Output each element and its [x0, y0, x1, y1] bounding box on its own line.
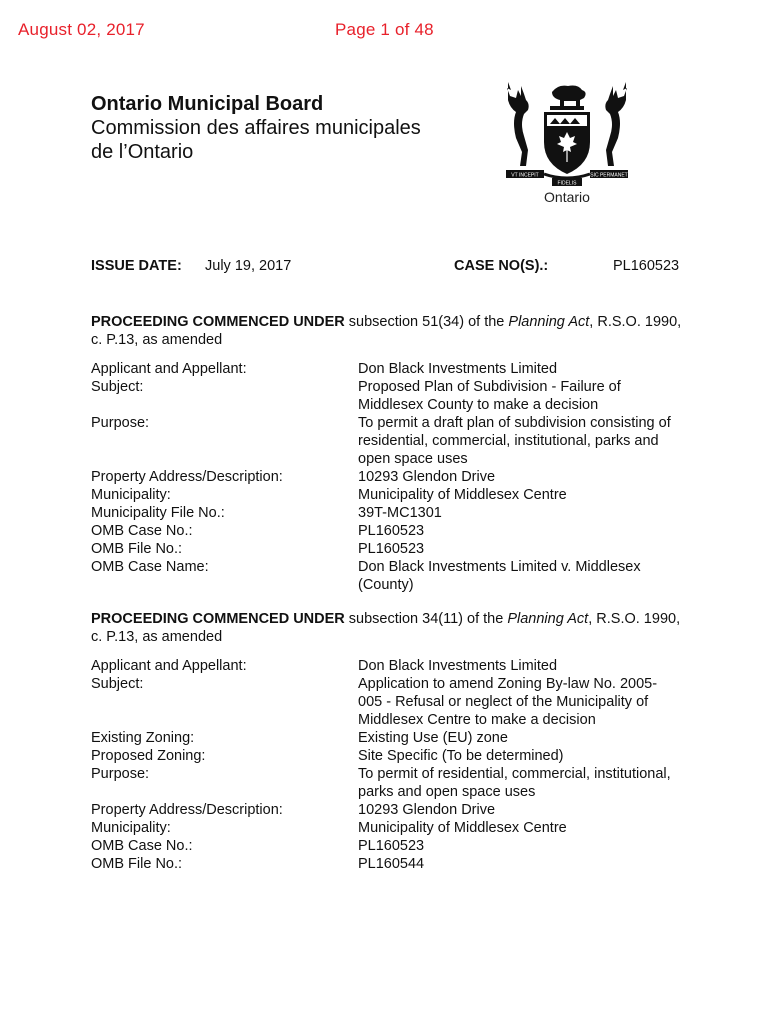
- proceeding-1-act: Planning Act: [508, 314, 590, 330]
- detail-value: Proposed Plan of Subdivision - Failure of Middlesex County to make a decision: [358, 379, 621, 413]
- detail-label: Subject:: [91, 379, 144, 395]
- issue-date-label: ISSUE DATE:: [91, 258, 182, 274]
- detail-value: 10293 Glendon Drive: [358, 469, 496, 485]
- detail-label: Property Address/Description:: [91, 802, 283, 818]
- detail-value: Site Specific (To be determined): [358, 748, 564, 764]
- header-date: August 02, 2017: [18, 20, 145, 39]
- detail-label: Subject:: [91, 676, 144, 692]
- detail-row: [91, 801, 711, 819]
- detail-value: Municipality of Middlesex Centre: [358, 487, 567, 503]
- case-number-value: PL160523: [613, 258, 680, 274]
- detail-label: Property Address/Description:: [91, 469, 283, 485]
- detail-row: [91, 504, 711, 522]
- board-name-french-line2: de l’Ontario: [91, 141, 194, 163]
- detail-value: PL160544: [358, 856, 425, 872]
- board-name-english: Ontario Municipal Board: [91, 93, 324, 115]
- board-title: [91, 92, 421, 164]
- detail-row: [91, 819, 711, 837]
- detail-value: Existing Use (EU) zone: [358, 730, 508, 746]
- detail-label: OMB Case Name:: [91, 559, 209, 575]
- detail-value: Don Black Investments Limited: [358, 361, 558, 377]
- proceeding-2-mid: subsection 34(11) of the: [344, 611, 508, 627]
- detail-label: Municipality:: [91, 487, 171, 503]
- detail-row: [91, 414, 711, 468]
- proceeding-2-heading: [91, 610, 691, 646]
- detail-value: Application to amend Zoning By-law No. 2005-005 - Refusal or neglect of the Municipality of Middlesex Centre to make a decision: [358, 676, 658, 728]
- detail-label: OMB Case No.:: [91, 838, 193, 854]
- detail-label: Applicant and Appellant:: [91, 361, 247, 377]
- detail-row: [91, 486, 711, 504]
- detail-label: Purpose:: [91, 766, 150, 782]
- detail-row: [91, 657, 711, 675]
- detail-label: OMB File No.:: [91, 541, 183, 557]
- motto-center: FIDELIS: [557, 180, 577, 187]
- detail-value: PL160523: [358, 523, 425, 539]
- ontario-coat-of-arms-icon: [500, 78, 634, 210]
- detail-label: Municipality:: [91, 820, 171, 836]
- detail-value: 10293 Glendon Drive: [358, 802, 496, 818]
- detail-label: OMB File No.:: [91, 856, 183, 872]
- proceeding-2-act: Planning Act: [507, 611, 589, 627]
- detail-label: Existing Zoning:: [91, 730, 195, 746]
- detail-value: Don Black Investments Limited: [358, 658, 558, 674]
- board-name-french-line1: Commission des affaires municipales: [91, 117, 421, 139]
- motto-left: VT INCEPIT: [511, 172, 539, 179]
- detail-label: Proposed Zoning:: [91, 748, 206, 764]
- proceeding-2-details: [91, 657, 711, 873]
- proceeding-1-tail: , R.S.O. 1990, c. P.13, as amended: [91, 314, 682, 348]
- detail-label: Applicant and Appellant:: [91, 658, 247, 674]
- detail-row: [91, 378, 711, 414]
- detail-row: [91, 540, 711, 558]
- detail-label: OMB Case No.:: [91, 523, 193, 539]
- case-number-label: CASE NO(S).:: [454, 258, 549, 274]
- proceeding-2-lead: PROCEEDING COMMENCED UNDER: [91, 611, 345, 627]
- detail-row: [91, 729, 711, 747]
- detail-value: 39T-MC1301: [358, 505, 442, 521]
- issue-date-value: July 19, 2017: [205, 258, 292, 274]
- detail-row: [91, 675, 711, 729]
- detail-value: To permit a draft plan of subdivision consisting of residential, commercial, institutional, parks and open space uses: [358, 415, 671, 467]
- detail-row: [91, 360, 711, 378]
- detail-row: [91, 765, 711, 801]
- proceeding-2-tail: , R.S.O. 1990, c. P.13, as amended: [91, 611, 681, 645]
- proceeding-1-lead: PROCEEDING COMMENCED UNDER: [91, 314, 345, 330]
- detail-row: [91, 855, 711, 873]
- detail-label: Municipality File No.:: [91, 505, 225, 521]
- detail-label: Purpose:: [91, 415, 150, 431]
- proceeding-1-details: [91, 360, 711, 594]
- ontario-wordmark: Ontario: [544, 189, 590, 205]
- detail-value: Don Black Investments Limited v. Middlesex (County): [358, 559, 641, 593]
- detail-value: PL160523: [358, 541, 425, 557]
- detail-row: [91, 468, 711, 486]
- detail-value: PL160523: [358, 838, 425, 854]
- proceeding-1-mid: subsection 51(34) of the: [344, 314, 509, 330]
- detail-row: [91, 522, 711, 540]
- detail-row: [91, 747, 711, 765]
- detail-row: [91, 837, 711, 855]
- motto-right: SIC PERMANET: [590, 172, 628, 179]
- proceeding-1-heading: [91, 313, 691, 349]
- header-page-number: Page 1 of 48: [335, 20, 434, 39]
- detail-row: [91, 558, 711, 594]
- detail-value: To permit of residential, commercial, institutional, parks and open space uses: [358, 766, 671, 800]
- detail-value: Municipality of Middlesex Centre: [358, 820, 567, 836]
